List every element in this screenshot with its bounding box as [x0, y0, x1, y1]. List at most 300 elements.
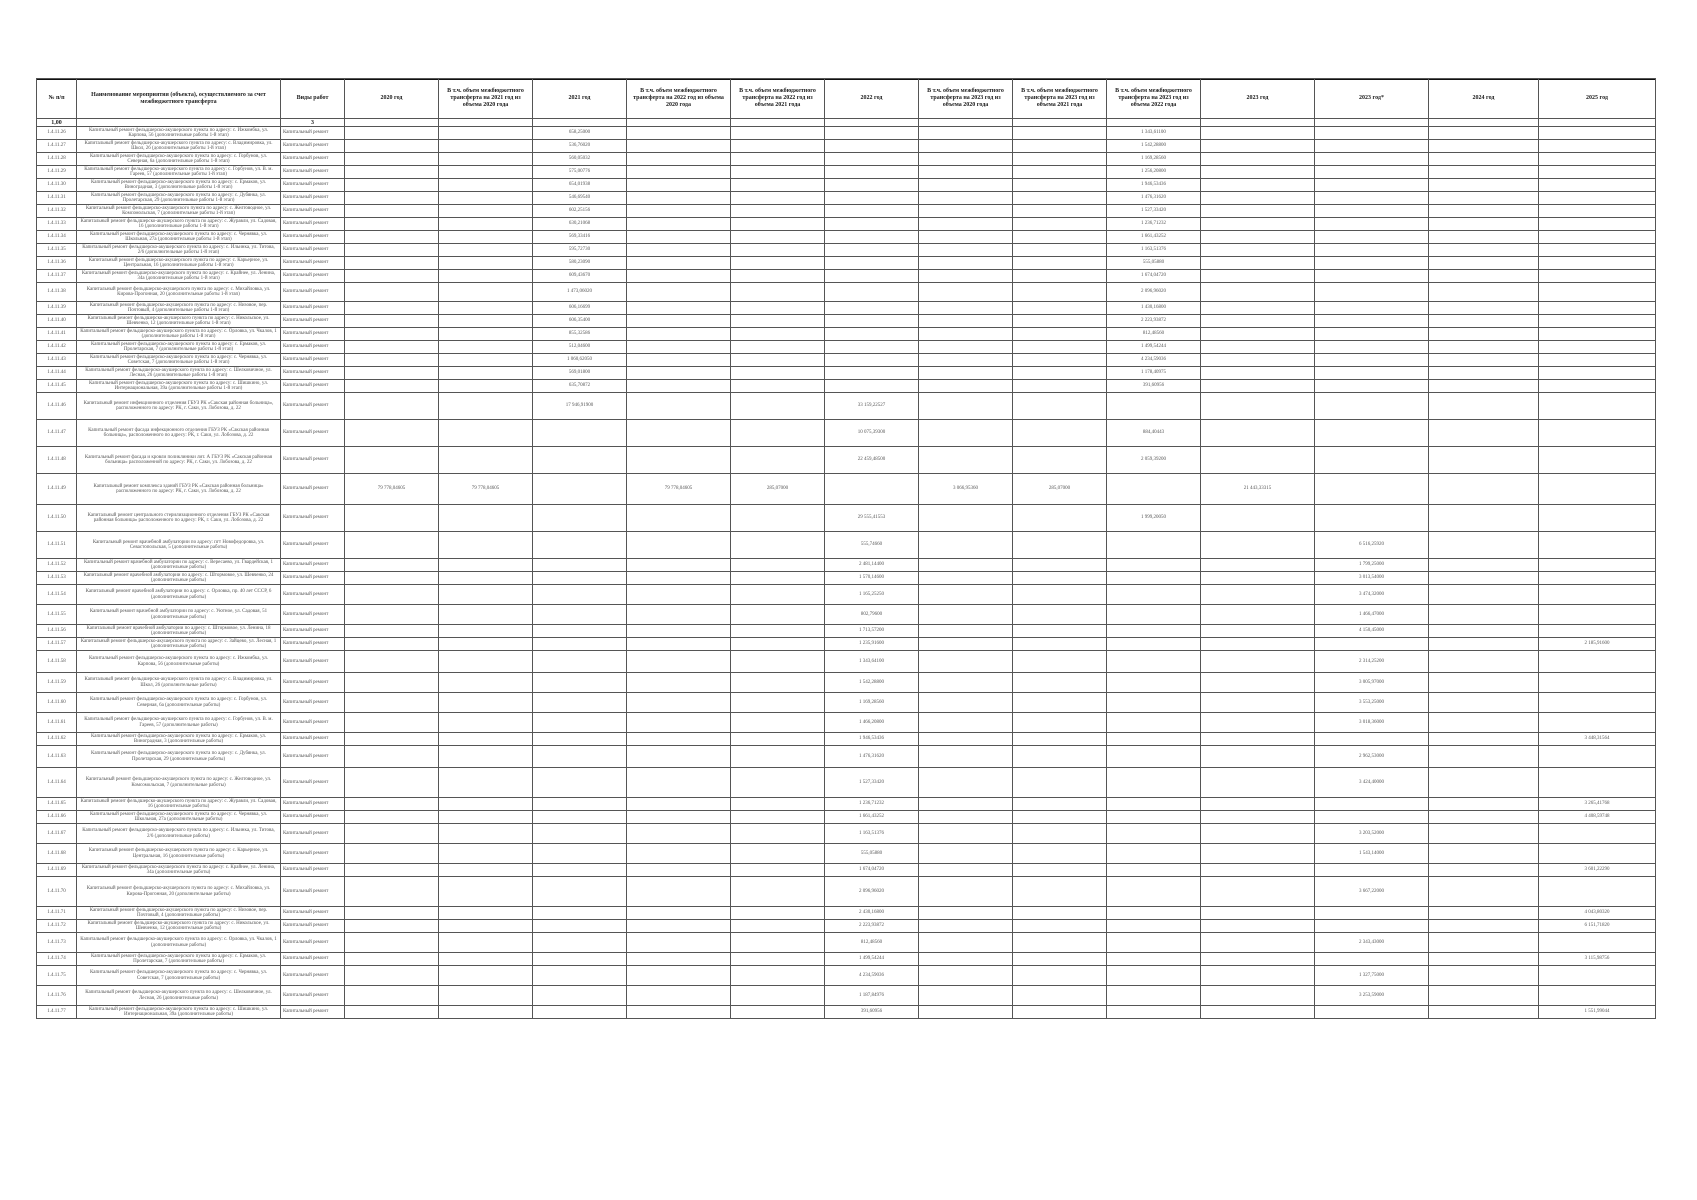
- table-row: [37, 605, 1656, 625]
- cell-2025: 3 115,98756: [1539, 953, 1656, 966]
- cell-2025: [1539, 218, 1656, 231]
- cell-2023-from-2021: [1013, 920, 1107, 933]
- cell-2022-from-2021: [731, 283, 825, 302]
- cell-2023-from-2022: [1107, 907, 1201, 920]
- cell-2023: [1201, 625, 1315, 638]
- row-number: 1.4.11.50: [37, 505, 77, 532]
- cell-2023: [1201, 420, 1315, 447]
- cell-2022: [825, 270, 919, 283]
- cell-2023-star: [1315, 420, 1429, 447]
- cell-2023-from-2022: [1107, 1006, 1201, 1019]
- row-work-type: Капитальный ремонт: [281, 651, 345, 673]
- cell-2023-from-2021: [1013, 393, 1107, 420]
- row-name: Капитальный ремонт фельдшерско-акушерского пункта по адресу: с. Никольское, ул. Шевченко, 12 (дополнительные работы 1-й этап): [77, 315, 281, 328]
- row-name: Капитальный ремонт фельдшерско-акушерского пункта по адресу: с. Горбунов, ул. Северная, 6а (дополнительные работы 1-й этап): [77, 153, 281, 166]
- cell-2025: 3 265,41768: [1539, 798, 1656, 811]
- cell-2020: [345, 844, 439, 864]
- cell-2020: [345, 713, 439, 733]
- cell-2023-star: 3 667,22000: [1315, 877, 1429, 907]
- cell-2023-from-2022: [1107, 559, 1201, 572]
- cell-2021: [533, 651, 627, 673]
- cell-2025: [1539, 824, 1656, 844]
- cell-2022-from-2020: [627, 328, 731, 341]
- row-work-type: Капитальный ремонт: [281, 768, 345, 798]
- cell-2023-from-2022: 1 343,61100: [1107, 127, 1201, 140]
- row-work-type: Капитальный ремонт: [281, 1006, 345, 1019]
- cell-2023: [1201, 638, 1315, 651]
- column-number: [533, 119, 627, 127]
- cell-2025: [1539, 179, 1656, 192]
- cell-2023: [1201, 693, 1315, 713]
- cell-2025: 4 408,59748: [1539, 811, 1656, 824]
- cell-2021: [533, 768, 627, 798]
- cell-2023-from-2021: [1013, 328, 1107, 341]
- cell-2024: [1429, 572, 1539, 585]
- cell-2022: [825, 153, 919, 166]
- cell-2020: [345, 127, 439, 140]
- cell-2023-from-2022: 1 169,28560: [1107, 153, 1201, 166]
- cell-2025: [1539, 244, 1656, 257]
- row-work-type: Капитальный ремонт: [281, 302, 345, 315]
- cell-2022: 391,60956: [825, 1006, 919, 1019]
- cell-2023-from-2021: [1013, 638, 1107, 651]
- cell-2021: [533, 447, 627, 474]
- cell-2022-from-2021: [731, 205, 825, 218]
- row-number: 1.4.11.61: [37, 713, 77, 733]
- row-work-type: Капитальный ремонт: [281, 127, 345, 140]
- cell-2020: [345, 140, 439, 153]
- cell-2021-from-2020: [439, 153, 533, 166]
- cell-2021-from-2020: [439, 798, 533, 811]
- cell-2021-from-2020: [439, 864, 533, 877]
- cell-2022-from-2021: [731, 231, 825, 244]
- table-row: [37, 811, 1656, 824]
- cell-2023-from-2022: [1107, 585, 1201, 605]
- table-row: [37, 341, 1656, 354]
- cell-2021-from-2020: [439, 572, 533, 585]
- cell-2022: [825, 341, 919, 354]
- cell-2023-star: 1 799,25000: [1315, 559, 1429, 572]
- cell-2023-star: 3 474,32000: [1315, 585, 1429, 605]
- table-row: [37, 572, 1656, 585]
- cell-2023-from-2020: [919, 140, 1013, 153]
- cell-2022-from-2020: [627, 367, 731, 380]
- table-row: [37, 532, 1656, 559]
- row-work-type: Капитальный ремонт: [281, 244, 345, 257]
- cell-2022: 555,05880: [825, 844, 919, 864]
- cell-2021-from-2020: [439, 532, 533, 559]
- row-number: 1.4.11.59: [37, 673, 77, 693]
- cell-2023-from-2021: [1013, 585, 1107, 605]
- cell-2023-from-2020: [919, 192, 1013, 205]
- column-number: [1429, 119, 1539, 127]
- cell-2025: [1539, 768, 1656, 798]
- cell-2023: [1201, 257, 1315, 270]
- cell-2023: [1201, 953, 1315, 966]
- cell-2024: [1429, 218, 1539, 231]
- cell-2023-from-2022: 1 999,20050: [1107, 505, 1201, 532]
- cell-2023-star: [1315, 505, 1429, 532]
- cell-2022-from-2020: [627, 532, 731, 559]
- cell-2023: [1201, 864, 1315, 877]
- cell-2023-from-2021: [1013, 532, 1107, 559]
- cell-2021-from-2020: [439, 768, 533, 798]
- cell-2020: [345, 673, 439, 693]
- cell-2022-from-2020: [627, 920, 731, 933]
- cell-2022-from-2020: [627, 140, 731, 153]
- cell-2023-from-2020: [919, 625, 1013, 638]
- cell-2025: [1539, 844, 1656, 864]
- cell-2023-from-2021: [1013, 693, 1107, 713]
- cell-2022: 1 169,28560: [825, 693, 919, 713]
- cell-2022: 2 430,16800: [825, 907, 919, 920]
- cell-2021: 560,05032: [533, 153, 627, 166]
- cell-2023-from-2022: [1107, 920, 1201, 933]
- cell-2023: [1201, 844, 1315, 864]
- row-name: Капитальный ремонт фельдшерско-акушерского пункта по адресу: с. Ижкомбка, ул. Карпова, 56 (дополнительные работы): [77, 651, 281, 673]
- cell-2020: [345, 153, 439, 166]
- cell-2020: [345, 798, 439, 811]
- cell-2022-from-2020: [627, 505, 731, 532]
- cell-2021: 606,35400: [533, 315, 627, 328]
- cell-2023-from-2020: [919, 746, 1013, 768]
- cell-2023-from-2021: [1013, 986, 1107, 1006]
- cell-2023-star: [1315, 127, 1429, 140]
- cell-2023: [1201, 315, 1315, 328]
- cell-2023-from-2022: [1107, 953, 1201, 966]
- cell-2023: [1201, 933, 1315, 953]
- cell-2021-from-2020: [439, 907, 533, 920]
- cell-2024: [1429, 315, 1539, 328]
- cell-2025: [1539, 166, 1656, 179]
- cell-2024: [1429, 270, 1539, 283]
- cell-2023-from-2020: [919, 559, 1013, 572]
- row-name: Капитальный ремонт фельдшерско-акушерского пункта по адресу: с. Михайловка, ул. Кирова-Прогонная, 20 (дополнительные работы 1-й этап): [77, 283, 281, 302]
- cell-2022-from-2021: [731, 1006, 825, 1019]
- cell-2023: [1201, 673, 1315, 693]
- header-2021-from-2020: В т.ч. объем межбюджетного трансферта на 2021 год из объема 2020 года: [439, 79, 533, 119]
- cell-2023-from-2022: [1107, 768, 1201, 798]
- cell-2023-from-2022: 1 542,28800: [1107, 140, 1201, 153]
- cell-2023-from-2022: [1107, 733, 1201, 746]
- cell-2020: [345, 638, 439, 651]
- column-number: [1201, 119, 1315, 127]
- cell-2023-star: [1315, 302, 1429, 315]
- cell-2022-from-2020: [627, 651, 731, 673]
- cell-2022-from-2021: [731, 127, 825, 140]
- cell-2023-star: [1315, 153, 1429, 166]
- cell-2022-from-2021: [731, 270, 825, 283]
- cell-2023-from-2021: [1013, 447, 1107, 474]
- cell-2023-from-2022: 2 059,39200: [1107, 447, 1201, 474]
- cell-2022-from-2021: [731, 673, 825, 693]
- row-work-type: Капитальный ремонт: [281, 328, 345, 341]
- row-number: 1.4.11.56: [37, 625, 77, 638]
- cell-2021: 654,01938: [533, 179, 627, 192]
- cell-2022: 2 223,93872: [825, 920, 919, 933]
- cell-2023: [1201, 166, 1315, 179]
- table-row: [37, 920, 1656, 933]
- row-work-type: Капитальный ремонт: [281, 166, 345, 179]
- cell-2021: [533, 625, 627, 638]
- cell-2020: [345, 733, 439, 746]
- row-work-type: Капитальный ремонт: [281, 474, 345, 505]
- row-number: 1.4.11.75: [37, 966, 77, 986]
- cell-2023-star: [1315, 166, 1429, 179]
- cell-2021-from-2020: [439, 824, 533, 844]
- cell-2025: [1539, 559, 1656, 572]
- cell-2022-from-2020: [627, 933, 731, 953]
- cell-2023-from-2021: 285,07000: [1013, 474, 1107, 505]
- cell-2021-from-2020: [439, 638, 533, 651]
- cell-2022-from-2021: [731, 302, 825, 315]
- table-row: [37, 153, 1656, 166]
- row-name: Капитальный ремонт врачебной амбулатории по адресу: пгт Новофедоровка, ул. Севастопольская, 5 (дополнительные работы): [77, 532, 281, 559]
- cell-2023-from-2020: [919, 933, 1013, 953]
- cell-2023-star: [1315, 474, 1429, 505]
- cell-2022: 1 236,71232: [825, 798, 919, 811]
- cell-2021: [533, 605, 627, 625]
- cell-2022: 22 459,48500: [825, 447, 919, 474]
- cell-2022-from-2021: [731, 625, 825, 638]
- cell-2023: [1201, 328, 1315, 341]
- cell-2020: [345, 986, 439, 1006]
- cell-2022-from-2020: [627, 966, 731, 986]
- cell-2023-from-2022: 1 476,31620: [1107, 192, 1201, 205]
- cell-2022-from-2020: [627, 864, 731, 877]
- row-name: Капитальный ремонт фельдшерско-акушерского пункта по адресу: с. Ермаков, ул. Пролетарская, 7 (дополнительные работы): [77, 953, 281, 966]
- cell-2023-star: [1315, 328, 1429, 341]
- row-number: 1.4.11.43: [37, 354, 77, 367]
- column-number-row: [37, 119, 1656, 127]
- cell-2021: [533, 746, 627, 768]
- row-work-type: Капитальный ремонт: [281, 447, 345, 474]
- cell-2025: [1539, 283, 1656, 302]
- row-work-type: Капитальный ремонт: [281, 673, 345, 693]
- cell-2021-from-2020: [439, 127, 533, 140]
- cell-2022-from-2021: [731, 166, 825, 179]
- cell-2021: [533, 559, 627, 572]
- table-row: [37, 231, 1656, 244]
- cell-2024: [1429, 638, 1539, 651]
- cell-2024: [1429, 651, 1539, 673]
- row-work-type: Капитальный ремонт: [281, 844, 345, 864]
- cell-2021: [533, 966, 627, 986]
- cell-2021: 1 060,62050: [533, 354, 627, 367]
- cell-2020: [345, 328, 439, 341]
- cell-2021-from-2020: [439, 315, 533, 328]
- cell-2023: [1201, 505, 1315, 532]
- cell-2022-from-2021: [731, 733, 825, 746]
- row-work-type: Капитальный ремонт: [281, 205, 345, 218]
- cell-2022-from-2020: [627, 218, 731, 231]
- cell-2023-from-2021: [1013, 179, 1107, 192]
- row-name: Капитальный ремонт фельдшерско-акушерского пункта по адресу: с. Ермаков, ул. Пролетарская, 7 (дополнительные работы 1-й этап): [77, 341, 281, 354]
- cell-2025: [1539, 986, 1656, 1006]
- cell-2023-from-2022: [1107, 532, 1201, 559]
- cell-2023-from-2020: [919, 733, 1013, 746]
- cell-2023: [1201, 367, 1315, 380]
- cell-2022: 1 713,57200: [825, 625, 919, 638]
- cell-2022-from-2021: [731, 713, 825, 733]
- row-name: Капитальный ремонт фельдшерско-акушерского пункта по адресу: с. Зайцево, ул. Лесная, 1 (дополнительные работы): [77, 638, 281, 651]
- cell-2024: [1429, 920, 1539, 933]
- row-work-type: Капитальный ремонт: [281, 315, 345, 328]
- table-row: [37, 798, 1656, 811]
- table-row: [37, 505, 1656, 532]
- cell-2022-from-2021: [731, 367, 825, 380]
- cell-2021-from-2020: [439, 713, 533, 733]
- cell-2023-from-2022: [1107, 798, 1201, 811]
- cell-2022: 4 234,59036: [825, 966, 919, 986]
- header-2024: 2024 год: [1429, 79, 1539, 119]
- cell-2023: [1201, 798, 1315, 811]
- cell-2021: [533, 933, 627, 953]
- row-number: 1.4.11.41: [37, 328, 77, 341]
- cell-2023-from-2020: [919, 367, 1013, 380]
- cell-2023-from-2020: [919, 572, 1013, 585]
- cell-2020: [345, 231, 439, 244]
- cell-2024: [1429, 907, 1539, 920]
- cell-2021-from-2020: [439, 953, 533, 966]
- cell-2020: [345, 746, 439, 768]
- cell-2023-star: 3 018,36000: [1315, 713, 1429, 733]
- cell-2023-from-2020: [919, 864, 1013, 877]
- cell-2024: [1429, 953, 1539, 966]
- cell-2021: 609,43670: [533, 270, 627, 283]
- row-work-type: Капитальный ремонт: [281, 605, 345, 625]
- cell-2021: [533, 920, 627, 933]
- table-row: [37, 192, 1656, 205]
- header-2023-from-2022: В т.ч. объем межбюджетного трансферта на 2023 год из объема 2022 года: [1107, 79, 1201, 119]
- cell-2025: 2 185,91600: [1539, 638, 1656, 651]
- table-row: [37, 693, 1656, 713]
- cell-2021-from-2020: [439, 231, 533, 244]
- cell-2022-from-2020: [627, 270, 731, 283]
- cell-2022-from-2021: [731, 693, 825, 713]
- row-work-type: Капитальный ремонт: [281, 798, 345, 811]
- row-number: 1.4.11.40: [37, 315, 77, 328]
- cell-2022: 1 476,31620: [825, 746, 919, 768]
- row-work-type: Капитальный ремонт: [281, 713, 345, 733]
- cell-2021-from-2020: [439, 505, 533, 532]
- cell-2021-from-2020: [439, 257, 533, 270]
- table-row: [37, 302, 1656, 315]
- cell-2024: [1429, 559, 1539, 572]
- cell-2022-from-2021: [731, 953, 825, 966]
- cell-2023-star: [1315, 140, 1429, 153]
- cell-2025: [1539, 354, 1656, 367]
- cell-2022-from-2020: [627, 625, 731, 638]
- funding-table: [36, 78, 1656, 1019]
- row-number: 1.4.11.49: [37, 474, 77, 505]
- cell-2021: 855,32586: [533, 328, 627, 341]
- cell-2023: [1201, 302, 1315, 315]
- cell-2023-star: [1315, 953, 1429, 966]
- table-row: [37, 651, 1656, 673]
- row-number: 1.4.11.28: [37, 153, 77, 166]
- cell-2021-from-2020: [439, 625, 533, 638]
- row-name: Капитальный ремонт фельдшерско-акушерского пункта по адресу: с. Низовое, пер. Почтовый, 4 (дополнительные работы): [77, 907, 281, 920]
- cell-2022-from-2020: [627, 572, 731, 585]
- cell-2024: [1429, 844, 1539, 864]
- cell-2023-star: [1315, 1006, 1429, 1019]
- row-number: 1.4.11.55: [37, 605, 77, 625]
- cell-2022: 1 343,64100: [825, 651, 919, 673]
- row-work-type: Капитальный ремонт: [281, 179, 345, 192]
- row-number: 1.4.11.67: [37, 824, 77, 844]
- table-row: [37, 585, 1656, 605]
- row-work-type: Капитальный ремонт: [281, 733, 345, 746]
- row-work-type: Капитальный ремонт: [281, 811, 345, 824]
- row-number: 1.4.11.26: [37, 127, 77, 140]
- cell-2024: [1429, 877, 1539, 907]
- cell-2023-from-2021: [1013, 257, 1107, 270]
- row-work-type: Капитальный ремонт: [281, 877, 345, 907]
- row-name: Капитальный ремонт фасада и кровли поликлиники лит. А ГБУЗ РК «Сакская районная больница» расположенной по адресу: РК, г. Саки, ул. Лобозова, д. 22: [77, 447, 281, 474]
- table-row: [37, 986, 1656, 1006]
- column-number: [825, 119, 919, 127]
- cell-2022-from-2020: [627, 877, 731, 907]
- row-name: Капитальный ремонт центрального стерилизационного отделения ГБУЗ РК «Сакская районная больница» расположенного по адресу: РК, г. Саки, ул. Лобозова, д. 22: [77, 505, 281, 532]
- cell-2022-from-2020: [627, 986, 731, 1006]
- table-row: [37, 864, 1656, 877]
- cell-2023-from-2021: [1013, 244, 1107, 257]
- cell-2021: [533, 572, 627, 585]
- cell-2023-from-2020: [919, 505, 1013, 532]
- cell-2021: 658,25000: [533, 127, 627, 140]
- row-number: 1.4.11.51: [37, 532, 77, 559]
- cell-2021: 630,21068: [533, 218, 627, 231]
- cell-2022: [825, 179, 919, 192]
- cell-2021: [533, 953, 627, 966]
- cell-2023-from-2020: [919, 380, 1013, 393]
- row-work-type: Капитальный ремонт: [281, 283, 345, 302]
- cell-2021: [533, 474, 627, 505]
- row-name: Капитальный ремонт фельдшерско-акушерского пункта по адресу: с. Низовое, пер. Почтовый, 4 (дополнительные работы 1-й этап): [77, 302, 281, 315]
- row-number: 1.4.11.29: [37, 166, 77, 179]
- table-row: [37, 367, 1656, 380]
- cell-2023-star: 3 005,97000: [1315, 673, 1429, 693]
- row-name: Капитальный ремонт врачебной амбулатории по адресу: с. Орловка, пр. 40 лет СССР, 6 (дополнительные работы): [77, 585, 281, 605]
- cell-2023-from-2021: [1013, 341, 1107, 354]
- cell-2023-from-2021: [1013, 733, 1107, 746]
- cell-2023: [1201, 713, 1315, 733]
- cell-2023-from-2020: [919, 877, 1013, 907]
- row-work-type: Капитальный ремонт: [281, 532, 345, 559]
- cell-2021: [533, 824, 627, 844]
- row-name: Капитальный ремонт фельдшерско-акушерского пункта по адресу: с. Ермаков, ул. Виноградная, 3 (дополнительные работы 1-й этап): [77, 179, 281, 192]
- cell-2023-from-2022: [1107, 864, 1201, 877]
- cell-2023-from-2022: [1107, 713, 1201, 733]
- row-number: 1.4.11.77: [37, 1006, 77, 1019]
- table-row: [37, 746, 1656, 768]
- row-name: Капитальный ремонт врачебной амбулатории по адресу: с. Штормовое, ул. Шевченко, 24 (дополнительные работы): [77, 572, 281, 585]
- cell-2023-from-2020: [919, 283, 1013, 302]
- cell-2022: 2 096,96020: [825, 877, 919, 907]
- cell-2023-from-2021: [1013, 380, 1107, 393]
- row-work-type: Капитальный ремонт: [281, 505, 345, 532]
- cell-2022-from-2021: [731, 559, 825, 572]
- cell-2023-from-2021: [1013, 746, 1107, 768]
- cell-2022-from-2021: [731, 798, 825, 811]
- cell-2022: 2 481,14400: [825, 559, 919, 572]
- cell-2024: [1429, 393, 1539, 420]
- cell-2023: [1201, 270, 1315, 283]
- table-row: [37, 673, 1656, 693]
- cell-2022-from-2021: [731, 824, 825, 844]
- cell-2020: [345, 811, 439, 824]
